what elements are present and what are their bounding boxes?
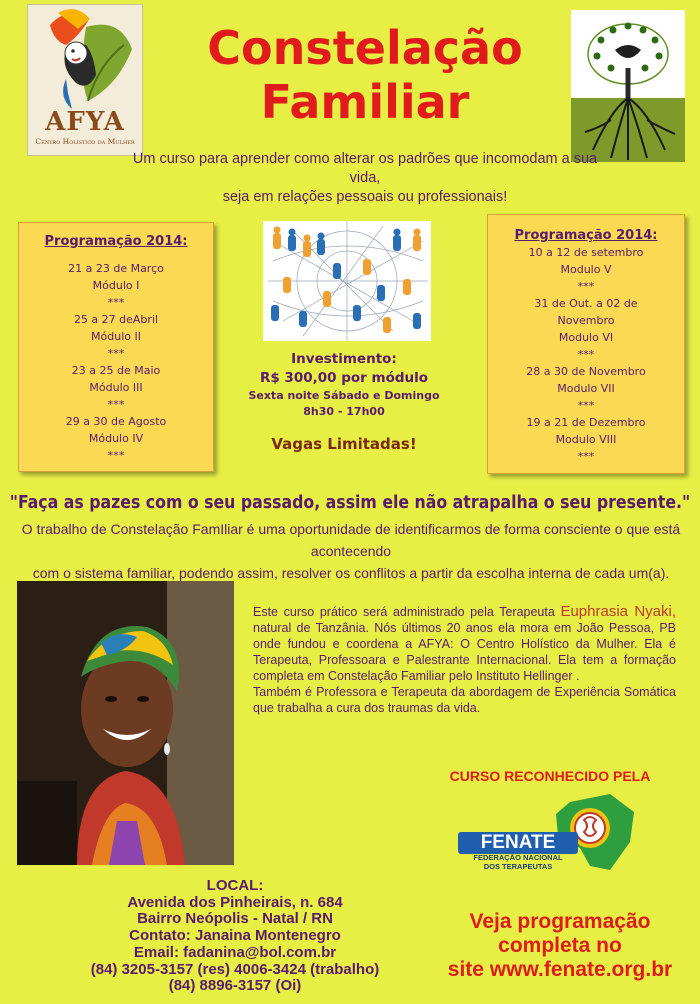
fenate-logo-name: FENATE: [458, 832, 578, 854]
afya-logo-name: AFYA: [45, 107, 125, 137]
local-label: LOCAL:: [206, 877, 264, 894]
investment-price: R$ 300,00 por módulo: [259, 370, 429, 386]
module-separator: ***: [107, 347, 125, 360]
vagas-limitadas: Vagas Limitadas!: [271, 435, 417, 453]
quote: "Faça as pazes com o seu passado, assim ele não atrapalha o seu presente.": [9, 493, 691, 513]
fenate-fullname-line2: DOS TERAPEUTAS: [483, 861, 553, 871]
investment-block: [244, 350, 444, 454]
module-name: Módulo III: [89, 381, 143, 394]
investment-days: Sexta noite Sábado e Domingo: [248, 389, 440, 402]
program-right-line: 10 a 12 de setembro: [528, 246, 644, 259]
investment-label: Investimento:: [291, 351, 397, 367]
program-right-line: ***: [577, 348, 595, 361]
location-contact: [60, 878, 410, 995]
subtitle-line2: seja em relações pessoais ou professionais!: [222, 189, 508, 205]
program-box-left: [18, 222, 214, 472]
fenate-logo-fullname: [458, 854, 578, 871]
local-line: Contato: Janaina Montenegro: [129, 927, 341, 945]
footer-cta-line1: Veja programação completa no: [469, 910, 651, 957]
program-box-right: [487, 214, 685, 474]
program-right-line: 19 a 21 de Dezembro: [526, 416, 646, 429]
people-network-graphic: [263, 221, 431, 341]
program-right-line: ***: [577, 399, 595, 412]
afya-logo-tagline: Centro Holístico da Mulher: [35, 137, 135, 146]
subtitle: [130, 150, 600, 207]
fenate-logo: [450, 808, 640, 872]
footer-cta-line2: site www.fenate.org.br: [447, 958, 673, 981]
module-date: 29 a 30 de Agosto: [65, 415, 167, 428]
tree-logo-graphic: [571, 10, 685, 162]
module-name: Módulo I: [92, 279, 140, 292]
program-right-title: Programação 2014:: [514, 228, 658, 243]
subtitle-line1: Um curso para aprender como alterar os padrões que incomodam a sua vida,: [132, 151, 598, 186]
program-left-module: [19, 362, 213, 413]
local-line: Email: fadanina@bol.com.br: [133, 943, 337, 961]
program-right-line: Modulo VIII: [555, 433, 617, 446]
bio-text-2: Também é Professora e Terapeuta da abordagem de Experiência Somática que trabalha a cura dos traumas da vida.: [253, 685, 676, 715]
module-separator: ***: [107, 449, 125, 462]
program-right-line: Modulo V: [560, 263, 612, 276]
program-left-module: [19, 413, 213, 464]
program-right-line: 28 a 30 de Novembro: [526, 365, 646, 378]
description-line1: O trabalho de Constelação FamIliar é uma oportunidade de identificarmos de forma consciente o que está acontecendo: [21, 521, 681, 559]
fenate-fullname-line1: FEDERAÇÃO NACIONAL: [473, 853, 563, 862]
module-separator: ***: [107, 398, 125, 411]
recognition-label: CURSO RECONHECIDO PELA: [449, 768, 651, 784]
local-line: (84) 3205-3157 (res) 4006-3424 (trabalho): [90, 960, 380, 978]
people-network-image: [263, 221, 431, 341]
bio-intro: Este curso prático será administrado pela Terapeuta: [253, 605, 561, 619]
program-right-line: Modulo VII: [557, 382, 615, 395]
local-line: Avenida dos Pinheirais, n. 684: [127, 893, 343, 911]
module-date: 21 a 23 de Março: [68, 262, 164, 275]
footer-cta: [425, 910, 695, 982]
therapist-name: Euphrasia Nyaki,: [560, 603, 677, 620]
program-right-line: Modulo VI: [558, 331, 614, 344]
investment-hours: 8h30 - 17h00: [303, 405, 385, 418]
therapist-photo-graphic: [17, 581, 234, 865]
program-left-title: Programação 2014:: [44, 234, 188, 249]
afya-logo: [27, 4, 143, 156]
local-line: (84) 8896-3157 (Oi): [168, 977, 302, 995]
module-name: Módulo IV: [88, 432, 144, 445]
local-line: Bairro Neópolis - Natal / RN: [137, 910, 333, 928]
program-left-module: [19, 260, 213, 311]
therapist-photo: [17, 581, 234, 865]
program-right-line: 31 de Out. a 02 de: [534, 297, 638, 310]
program-left-module: [19, 311, 213, 362]
program-right-line: Novembro: [557, 314, 615, 327]
module-separator: ***: [107, 296, 125, 309]
module-date: 25 a 27 deAbril: [73, 313, 159, 326]
page-title-line1: Constelação: [207, 21, 523, 75]
program-right-line: ***: [577, 450, 595, 463]
module-date: 23 a 25 de Maio: [71, 364, 161, 377]
tree-logo: [571, 10, 685, 162]
description-line2: com o sistema familiar, podendo assim, resolver os conflitos a partir da escolha interna de cada um(a).: [32, 565, 670, 581]
module-name: Módulo II: [91, 330, 141, 343]
page-title-line2: Familiar: [260, 75, 470, 129]
program-right-line: ***: [577, 280, 595, 293]
bio-text: natural de Tanzânia. Nós últimos 20 anos ela mora em João Pessoa, PB onde fundou e coordena a AFYA: O Centro Holístico da Mulher. Ela é Terapeuta, Professoara e Palestrante Internacional. Ela tem a formação completa em Constelação Familiar pelo Instituto Hellinger .: [253, 621, 676, 683]
description: [6, 518, 696, 584]
therapist-bio: [253, 604, 676, 716]
